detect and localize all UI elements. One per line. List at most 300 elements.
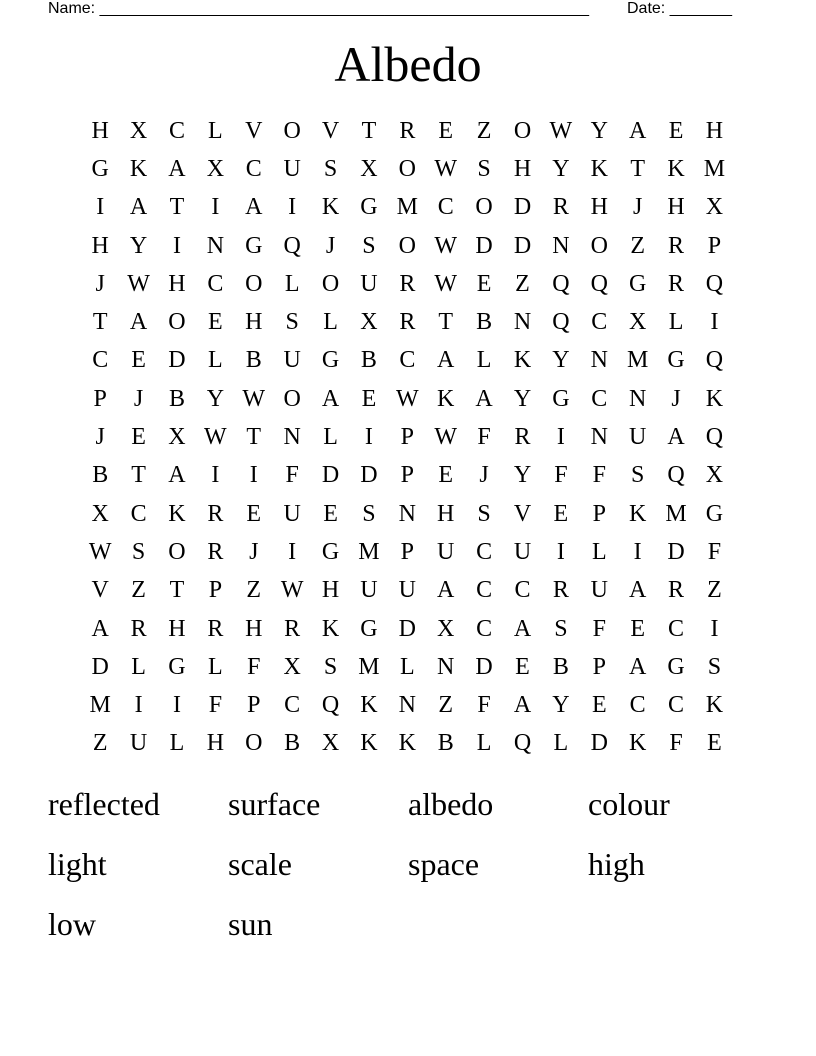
- grid-letter: D: [590, 730, 608, 757]
- grid-letter: U: [398, 577, 416, 604]
- grid-letter: K: [129, 155, 148, 182]
- grid-letter: P: [208, 577, 223, 604]
- grid-letter: S: [477, 155, 491, 182]
- grid-letter: L: [208, 117, 223, 144]
- grid-letter: F: [247, 653, 261, 680]
- grid-letter: S: [362, 232, 376, 259]
- grid-letter: G: [360, 194, 378, 221]
- grid-letter: D: [321, 462, 340, 489]
- grid-letter: L: [323, 309, 338, 336]
- grid-letter: B: [437, 730, 454, 757]
- grid-letter: J: [671, 385, 681, 412]
- grid-letter: T: [438, 309, 454, 336]
- grid-letter: Q: [705, 270, 724, 297]
- grid-letter: A: [628, 577, 647, 604]
- grid-letter: S: [362, 500, 376, 527]
- grid-letter: G: [667, 653, 685, 680]
- grid-letter: N: [590, 347, 608, 374]
- grid-letter: Q: [705, 424, 724, 451]
- grid-letter: O: [398, 155, 416, 182]
- word-list-item: sun: [228, 906, 273, 942]
- grid-letter: H: [91, 232, 109, 259]
- grid-letter: R: [552, 194, 569, 221]
- grid-letter: U: [437, 538, 455, 565]
- grid-letter: W: [204, 424, 227, 451]
- grid-letter: Y: [513, 385, 532, 412]
- grid-letter: I: [288, 194, 297, 221]
- grid-letter: W: [434, 424, 458, 451]
- grid-letter: A: [513, 692, 532, 719]
- grid-letter: P: [400, 462, 414, 489]
- grid-letter: B: [245, 347, 262, 374]
- grid-letter: O: [513, 117, 532, 144]
- grid-letter: D: [91, 653, 109, 680]
- grid-letter: Y: [590, 117, 608, 144]
- grid-letter: A: [628, 653, 647, 680]
- grid-letter: A: [168, 155, 186, 182]
- grid-letter: E: [246, 500, 262, 527]
- grid-letter: K: [360, 730, 378, 757]
- grid-letter: F: [554, 462, 568, 489]
- grid-letter: Z: [131, 577, 146, 604]
- grid-letter: D: [667, 538, 685, 565]
- grid-letter: L: [208, 653, 223, 680]
- grid-letter: I: [710, 309, 719, 336]
- word-list-item: high: [588, 846, 645, 882]
- grid-letter: C: [668, 692, 685, 719]
- grid-letter: T: [169, 577, 185, 604]
- grid-letter: M: [358, 653, 380, 680]
- grid-letter: U: [513, 538, 532, 565]
- grid-letter: G: [667, 347, 685, 374]
- grid-letter: B: [552, 653, 569, 680]
- grid-letter: G: [705, 500, 724, 527]
- grid-letter: P: [707, 232, 722, 259]
- grid-letter: F: [208, 692, 223, 719]
- word-list-item: light: [48, 846, 107, 882]
- grid-letter: Q: [705, 347, 724, 374]
- grid-letter: E: [553, 500, 569, 527]
- grid-letter: O: [283, 117, 301, 144]
- grid-letter: Z: [246, 577, 262, 604]
- grid-letter: D: [398, 615, 416, 642]
- grid-letter: B: [284, 730, 301, 757]
- grid-letter: I: [710, 615, 719, 642]
- grid-letter: Q: [283, 232, 301, 259]
- grid-letter: A: [91, 615, 109, 642]
- grid-letter: C: [284, 692, 301, 719]
- grid-letter: O: [475, 194, 493, 221]
- grid-letter: N: [206, 232, 225, 259]
- grid-letter: L: [208, 347, 223, 374]
- grid-letter: X: [437, 615, 455, 642]
- grid-letter: K: [513, 347, 532, 374]
- grid-letter: E: [630, 615, 645, 642]
- grid-letter: H: [590, 194, 608, 221]
- grid-letter: R: [207, 615, 224, 642]
- grid-letter: J: [133, 385, 144, 412]
- grid-letter: Y: [206, 385, 225, 412]
- grid-letter: N: [628, 385, 647, 412]
- grid-letter: Y: [552, 347, 570, 374]
- grid-letter: R: [207, 500, 224, 527]
- grid-letter: E: [208, 309, 223, 336]
- grid-letter: Q: [552, 309, 570, 336]
- grid-letter: H: [245, 309, 263, 336]
- grid-letter: L: [553, 730, 569, 757]
- grid-letter: U: [360, 577, 378, 604]
- grid-letter: H: [513, 155, 532, 182]
- word-list-item: colour: [588, 786, 670, 822]
- grid-letter: T: [131, 462, 146, 489]
- grid-letter: C: [437, 194, 454, 221]
- grid-letter: I: [556, 424, 565, 451]
- grid-letter: M: [89, 692, 111, 719]
- grid-letter: I: [134, 692, 143, 719]
- grid-letter: W: [127, 270, 150, 297]
- word-list-item: surface: [228, 786, 321, 822]
- grid-letter: I: [96, 194, 105, 221]
- grid-letter: U: [283, 155, 301, 182]
- grid-letter: E: [131, 424, 146, 451]
- grid-letter: F: [477, 692, 491, 719]
- word-list-item: low: [48, 906, 96, 942]
- grid-letter: C: [668, 615, 685, 642]
- grid-letter: K: [321, 615, 340, 642]
- grid-letter: X: [360, 155, 378, 182]
- grid-letter: W: [549, 117, 573, 144]
- grid-letter: C: [591, 385, 608, 412]
- grid-letter: G: [321, 347, 340, 374]
- grid-letter: Q: [552, 270, 570, 297]
- grid-letter: O: [590, 232, 608, 259]
- grid-letter: R: [399, 270, 416, 297]
- grid-letter: E: [591, 692, 607, 719]
- grid-letter: X: [129, 117, 148, 144]
- grid-letter: R: [399, 117, 416, 144]
- grid-letter: Q: [667, 462, 685, 489]
- grid-letter: S: [630, 462, 645, 489]
- grid-letter: F: [707, 538, 722, 565]
- grid-letter: J: [479, 462, 489, 489]
- grid-letter: G: [552, 385, 570, 412]
- grid-letter: C: [207, 270, 224, 297]
- grid-letter: I: [172, 232, 181, 259]
- grid-letter: B: [360, 347, 377, 374]
- grid-letter: O: [398, 232, 416, 259]
- grid-letter: O: [321, 270, 340, 297]
- grid-letter: X: [628, 309, 647, 336]
- grid-letter: I: [172, 692, 181, 719]
- grid-letter: Y: [552, 155, 570, 182]
- word-list: [48, 778, 768, 958]
- grid-letter: N: [552, 232, 570, 259]
- grid-letter: Z: [476, 117, 492, 144]
- grid-letter: R: [514, 424, 531, 451]
- grid-letter: U: [590, 577, 608, 604]
- grid-letter: W: [395, 385, 419, 412]
- name-field: Name: _______________________________________________________: [48, 0, 589, 17]
- grid-letter: K: [360, 692, 378, 719]
- grid-letter: C: [514, 577, 531, 604]
- grid-letter: S: [131, 538, 146, 565]
- grid-letter: M: [396, 194, 418, 221]
- word-list-item: scale: [228, 846, 292, 882]
- grid-letter: T: [92, 309, 108, 336]
- grid-letter: P: [400, 424, 414, 451]
- grid-letter: C: [476, 615, 493, 642]
- grid-letter: L: [476, 347, 492, 374]
- grid-letter: Z: [92, 730, 108, 757]
- grid-letter: W: [434, 270, 458, 297]
- grid-letter: L: [284, 270, 300, 297]
- grid-letter: A: [513, 615, 532, 642]
- grid-letter: T: [361, 117, 377, 144]
- grid-letter: L: [476, 730, 492, 757]
- grid-letter: R: [668, 577, 685, 604]
- grid-letter: D: [168, 347, 186, 374]
- grid-letter: S: [323, 155, 338, 182]
- grid-letter: J: [632, 194, 643, 221]
- grid-letter: J: [249, 538, 259, 565]
- grid-letter: P: [400, 538, 414, 565]
- grid-letter: K: [321, 194, 340, 221]
- grid-letter: K: [398, 730, 416, 757]
- grid-letter: D: [475, 232, 493, 259]
- grid-letter: Z: [515, 270, 530, 297]
- grid-letter: K: [628, 730, 647, 757]
- grid-letter: X: [91, 500, 109, 527]
- grid-letter: G: [321, 538, 340, 565]
- grid-letter: P: [592, 653, 606, 680]
- grid-letter: A: [437, 577, 455, 604]
- grid-letter: X: [360, 309, 378, 336]
- grid-letter: O: [283, 385, 301, 412]
- grid-letter: D: [360, 462, 378, 489]
- grid-letter: K: [705, 385, 724, 412]
- grid-letter: Z: [438, 692, 454, 719]
- grid-letter: X: [168, 424, 186, 451]
- grid-letter: U: [628, 424, 647, 451]
- grid-letter: L: [668, 309, 684, 336]
- grid-letter: S: [285, 309, 299, 336]
- grid-letter: H: [321, 577, 340, 604]
- grid-letter: N: [398, 692, 416, 719]
- grid-letter: C: [629, 692, 646, 719]
- grid-letter: U: [360, 270, 378, 297]
- grid-letter: J: [95, 424, 105, 451]
- grid-letter: F: [592, 615, 606, 642]
- grid-letter: M: [358, 538, 380, 565]
- word-list-item: reflected: [48, 786, 160, 822]
- grid-letter: I: [633, 538, 642, 565]
- grid-letter: R: [668, 270, 685, 297]
- grid-letter: S: [707, 653, 722, 680]
- grid-letter: L: [131, 653, 146, 680]
- grid-letter: Y: [513, 462, 532, 489]
- grid-letter: F: [669, 730, 683, 757]
- grid-letter: X: [283, 653, 301, 680]
- grid-letter: H: [168, 615, 186, 642]
- grid-letter: N: [437, 653, 455, 680]
- grid-letter: H: [705, 117, 724, 144]
- grid-letter: N: [590, 424, 608, 451]
- grid-letter: P: [247, 692, 261, 719]
- grid-letter: N: [513, 309, 532, 336]
- grid-letter: D: [513, 232, 532, 259]
- grid-letter: I: [556, 538, 565, 565]
- grid-letter: J: [325, 232, 336, 259]
- grid-letter: B: [476, 309, 493, 336]
- grid-letter: F: [285, 462, 299, 489]
- grid-letter: K: [705, 692, 724, 719]
- grid-letter: A: [475, 385, 493, 412]
- grid-letter: W: [280, 577, 304, 604]
- grid-letter: R: [552, 577, 569, 604]
- grid-letter: H: [91, 117, 109, 144]
- grid-letter: L: [399, 653, 415, 680]
- grid-letter: F: [477, 424, 491, 451]
- grid-letter: E: [438, 462, 454, 489]
- grid-letter: X: [705, 194, 724, 221]
- grid-letter: D: [475, 653, 493, 680]
- grid-letter: M: [703, 155, 726, 182]
- grid-letter: E: [438, 117, 454, 144]
- grid-letter: C: [245, 155, 262, 182]
- grid-letter: B: [92, 462, 109, 489]
- grid-letter: A: [628, 117, 647, 144]
- grid-letter: C: [130, 500, 147, 527]
- grid-letter: H: [168, 270, 186, 297]
- grid-letter: G: [360, 615, 378, 642]
- word-list-item: albedo: [408, 786, 494, 822]
- grid-letter: E: [361, 385, 377, 412]
- grid-letter: R: [284, 615, 301, 642]
- grid-letter: K: [168, 500, 186, 527]
- grid-letter: A: [129, 194, 148, 221]
- grid-letter: A: [321, 385, 340, 412]
- grid-letter: C: [476, 538, 493, 565]
- grid-letter: Y: [552, 692, 570, 719]
- grid-letter: R: [668, 232, 685, 259]
- grid-letter: H: [437, 500, 455, 527]
- grid-letter: G: [628, 270, 647, 297]
- grid-letter: L: [591, 538, 607, 565]
- grid-letter: H: [206, 730, 225, 757]
- grid-letter: C: [476, 577, 493, 604]
- grid-letter: A: [129, 309, 148, 336]
- grid-letter: I: [211, 194, 220, 221]
- grid-letter: P: [592, 500, 606, 527]
- grid-letter: L: [323, 424, 338, 451]
- grid-letter: C: [92, 347, 109, 374]
- grid-letter: R: [207, 538, 224, 565]
- grid-letter: C: [399, 347, 416, 374]
- grid-letter: T: [246, 424, 262, 451]
- grid-letter: A: [245, 194, 263, 221]
- grid-letter: K: [590, 155, 608, 182]
- grid-letter: I: [364, 424, 373, 451]
- grid-letter: V: [513, 500, 532, 527]
- grid-letter: X: [321, 730, 340, 757]
- grid-letter: V: [245, 117, 263, 144]
- grid-letter: M: [665, 500, 687, 527]
- grid-letter: N: [283, 424, 301, 451]
- grid-letter: W: [242, 385, 266, 412]
- grid-letter: G: [245, 232, 263, 259]
- grid-letter: G: [168, 653, 186, 680]
- grid-letter: S: [554, 615, 568, 642]
- grid-letter: V: [91, 577, 109, 604]
- grid-letter: Q: [321, 692, 340, 719]
- grid-letter: V: [321, 117, 340, 144]
- grid-letter: H: [667, 194, 685, 221]
- grid-letter: N: [398, 500, 416, 527]
- grid-letter: E: [323, 500, 338, 527]
- grid-letter: C: [168, 117, 185, 144]
- grid-letter: K: [437, 385, 455, 412]
- grid-letter: P: [93, 385, 107, 412]
- grid-letter: K: [628, 500, 647, 527]
- letter-grid: [81, 112, 734, 763]
- grid-letter: O: [245, 730, 263, 757]
- grid-letter: I: [249, 462, 258, 489]
- grid-letter: E: [515, 653, 530, 680]
- grid-letter: E: [131, 347, 146, 374]
- grid-letter: Z: [707, 577, 722, 604]
- date-field: Date: _______: [627, 0, 732, 17]
- grid-letter: R: [130, 615, 147, 642]
- grid-letter: I: [211, 462, 220, 489]
- grid-letter: E: [707, 730, 722, 757]
- grid-letter: S: [477, 500, 491, 527]
- grid-letter: D: [513, 194, 532, 221]
- grid-letter: T: [169, 194, 185, 221]
- grid-letter: U: [129, 730, 148, 757]
- grid-letter: S: [323, 653, 338, 680]
- grid-letter: X: [206, 155, 225, 182]
- grid-letter: J: [95, 270, 105, 297]
- grid-letter: T: [630, 155, 645, 182]
- grid-letter: E: [476, 270, 492, 297]
- grid-letter: Y: [129, 232, 148, 259]
- grid-letter: K: [667, 155, 685, 182]
- grid-letter: O: [168, 309, 186, 336]
- grid-letter: O: [168, 538, 186, 565]
- grid-letter: W: [434, 232, 458, 259]
- grid-letter: X: [705, 462, 724, 489]
- grid-letter: L: [169, 730, 185, 757]
- grid-letter: B: [168, 385, 185, 412]
- grid-letter: A: [667, 424, 685, 451]
- grid-letter: R: [399, 309, 416, 336]
- page-title: Albedo: [334, 36, 482, 92]
- grid-letter: G: [91, 155, 109, 182]
- grid-letter: Z: [630, 232, 645, 259]
- grid-letter: U: [283, 347, 301, 374]
- grid-letter: E: [668, 117, 684, 144]
- grid-letter: W: [434, 155, 458, 182]
- grid-letter: M: [626, 347, 649, 374]
- grid-letter: Q: [590, 270, 608, 297]
- grid-letter: O: [245, 270, 263, 297]
- word-list-item: space: [408, 846, 480, 882]
- grid-letter: U: [283, 500, 301, 527]
- grid-letter: Q: [513, 730, 532, 757]
- grid-letter: F: [592, 462, 606, 489]
- grid-letter: A: [168, 462, 186, 489]
- grid-letter: C: [591, 309, 608, 336]
